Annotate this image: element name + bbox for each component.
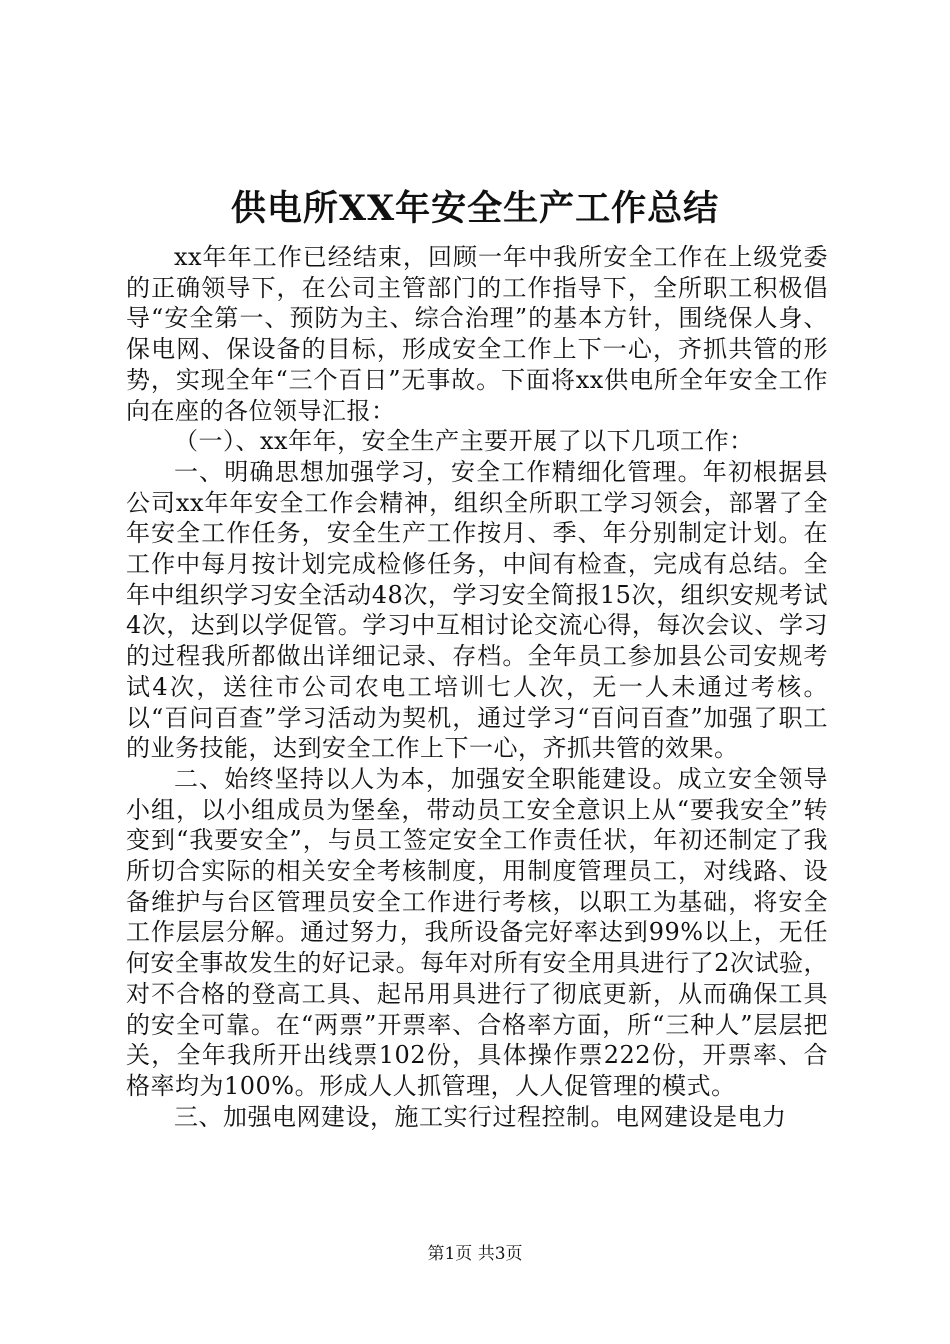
paragraph-item-3: 三、加强电网建设，施工实行过程控制。电网建设是电力 bbox=[174, 1102, 787, 1131]
page-footer: 第1页 共3页 bbox=[427, 1244, 523, 1264]
paragraph-intro: xx年年工作已经结束，回顾一年中我所安全工作在上级党委的正确领导下，在公司主管部门的工作指导下，全所职工积极倡导“安全第一、预防为主、综合治理”的基本方针，围绕保人身、保电网、保设备的目标，形成安全工作上下一心，齐抓共管的形势，实现全年“三个百日”无事故。下面将xx供电所全年安全工作向在座的各位领导汇报： bbox=[126, 243, 828, 425]
paragraph-item-2: 二、始终坚持以人为本，加强安全职能建设。成立安全领导小组，以小组成员为堡垒，带动员工安全意识上从“要我安全”转变到“我要安全”，与员工签定安全工作责任状，年初还制定了我所切合实际的相关安全考核制度，用制度管理员工，对线路、设备维护与台区管理员安全工作进行考核，以职工为基础，将安全工作层层分解。通过努力，我所设备完好率达到99%以上，无任何安全事故发生的好记录。每年对所有安全用具进行了2次试验，对不合格的登高工具、起吊用具进行了彻底更新，从而确保工具的安全可靠。在“两票”开票率、合格率方面，所“三种人”层层把关，全年我所开出线票102份，具体操作票222份，开票率、合格率均为100%。形成人人抓管理，人人促管理的模式。 bbox=[126, 764, 828, 1100]
document-title: 供电所XX年安全生产工作总结 bbox=[230, 188, 720, 229]
document-body bbox=[126, 242, 828, 1132]
paragraph-item-1: 一、明确思想加强学习，安全工作精细化管理。年初根据县公司xx年年安全工作会精神，组织全所职工学习领会，部署了全年安全工作任务，安全生产工作按月、季、年分别制定计划。在工作中每月按计划完成检修任务，中间有检查，完成有总结。全年中组织学习安全活动48次，学习安全简报15次，组织安规考试4次，达到以学促管。学习中互相讨论交流心得，每次会议、学习的过程我所都做出详细记录、存档。全年员工参加县公司安规考试4次，送往市公司农电工培训七人次，无一人未通过考核。以“百问百查”学习活动为契机，通过学习“百问百查”加强了职工的业务技能，达到安全工作上下一心，齐抓共管的效果。 bbox=[126, 457, 828, 763]
paragraph-section-heading: （一）、xx年年，安全生产主要开展了以下几项工作： bbox=[174, 427, 754, 456]
